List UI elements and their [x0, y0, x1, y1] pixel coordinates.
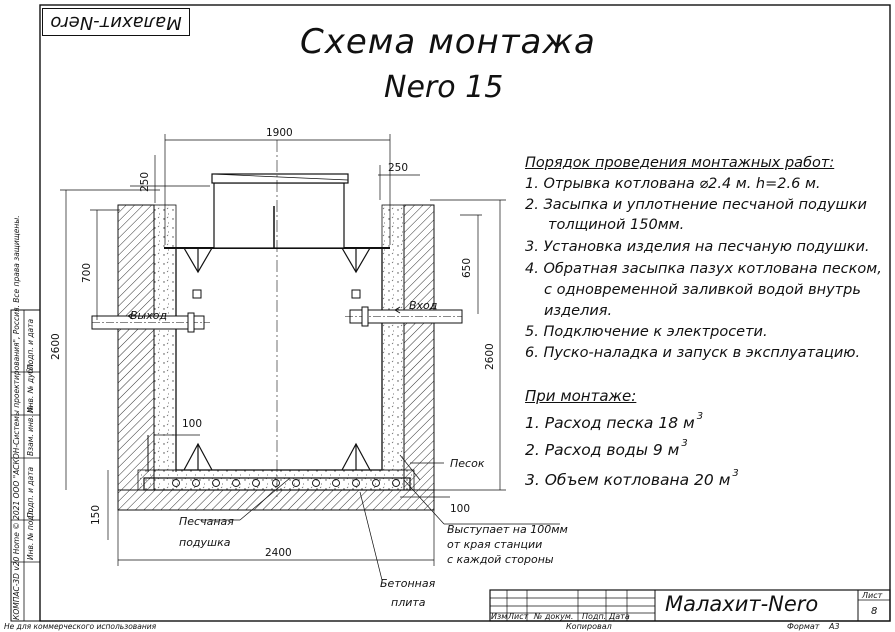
procedure-item: изделия.	[544, 303, 613, 319]
label-inlet: Вход	[409, 299, 438, 312]
label-protrude-3: с каждой стороны	[447, 553, 554, 566]
label-sand-cushion-1: Песчаная	[179, 515, 234, 528]
tb-header: Изм	[491, 612, 508, 621]
side-stamp-field: Взам. инв. №	[26, 405, 35, 456]
side-stamp-field: Инв. № дубл.	[26, 361, 35, 413]
mounting-item: 3. Объем котлована 20 м $^3$	[525, 468, 739, 489]
drawing-name: Малахит-Nero	[665, 592, 819, 616]
tb-header: № докум.	[534, 612, 574, 621]
procedure-item: 4. Обратная засыпка пазух котлована песком,	[525, 261, 882, 277]
copied-label: Копировал	[566, 622, 612, 631]
label-sand-cushion-2: подушка	[179, 536, 231, 549]
dim-2600-right: 2600	[484, 343, 496, 370]
procedure-heading: Порядок проведения монтажных работ:	[525, 155, 835, 171]
dim-150: 150	[90, 504, 102, 525]
dim-2400: 2400	[265, 547, 292, 559]
sheet-label: Лист	[862, 591, 883, 600]
page-title: Схема монтажа	[300, 22, 596, 62]
top-stamp: Малахит-Nero	[42, 8, 190, 36]
format-value: А3	[829, 622, 840, 631]
label-outlet: Выход	[130, 309, 168, 322]
procedure-item: 3. Установка изделия на песчаную подушки.	[525, 239, 870, 255]
procedure-item: 1. Отрывка котлована ⌀2.4 м. h=2.6 м.	[525, 176, 821, 192]
page-subtitle: Nero 15	[384, 70, 504, 105]
label-sand: Песок	[450, 457, 485, 470]
tb-header: Дата	[609, 612, 630, 621]
tb-header: Лист	[508, 612, 529, 621]
side-stamp-field: Инв. № подл.	[26, 508, 35, 560]
procedure-item: 2. Засыпка и уплотнение песчаной подушки	[525, 197, 867, 213]
label-protrude-1: Выступает на 100мм	[447, 523, 568, 536]
dim-250-right: 250	[388, 162, 409, 174]
dim-100-right: 100	[450, 503, 471, 515]
procedure-item: с одновременной заливкой водой внутрь	[544, 282, 861, 298]
procedure-item: 5. Подключение к электросети.	[525, 324, 768, 340]
label-protrude-2: от края станции	[447, 538, 543, 551]
label-concrete-1: Бетонная	[380, 577, 436, 590]
dim-2600-left: 2600	[50, 333, 62, 360]
procedure-item: толщиной 150мм.	[548, 217, 685, 233]
dim-1900: 1900	[266, 127, 293, 139]
side-stamp-field: Подп. и дата	[26, 318, 35, 370]
mounting-item: 2. Расход воды 9 м $^3$	[525, 438, 688, 459]
mounting-heading: При монтаже:	[525, 387, 637, 405]
footer-note: Не для коммерческого использования	[4, 622, 157, 631]
procedure-item: 6. Пуско-наладка и запуск в эксплуатацию.	[525, 345, 861, 361]
format-label: Формат	[787, 622, 820, 631]
dim-250-left: 250	[139, 171, 151, 192]
label-concrete-2: плита	[391, 596, 426, 609]
side-stamp-field: Подп. и дата	[26, 466, 35, 518]
mounting-item: 1. Расход песка 18 м $^3$	[525, 411, 704, 432]
dim-700: 700	[81, 262, 93, 283]
dim-100-left: 100	[182, 418, 203, 430]
tb-header: Подп.	[582, 612, 607, 621]
side-stamp-copyright: КОМПАС-3D v20 Home © 2021 ООО "АСКОН-Системы проектирования", Россия. Все права защищены.	[12, 215, 21, 620]
sheet-number: 8	[871, 606, 878, 617]
dim-650: 650	[461, 257, 473, 278]
